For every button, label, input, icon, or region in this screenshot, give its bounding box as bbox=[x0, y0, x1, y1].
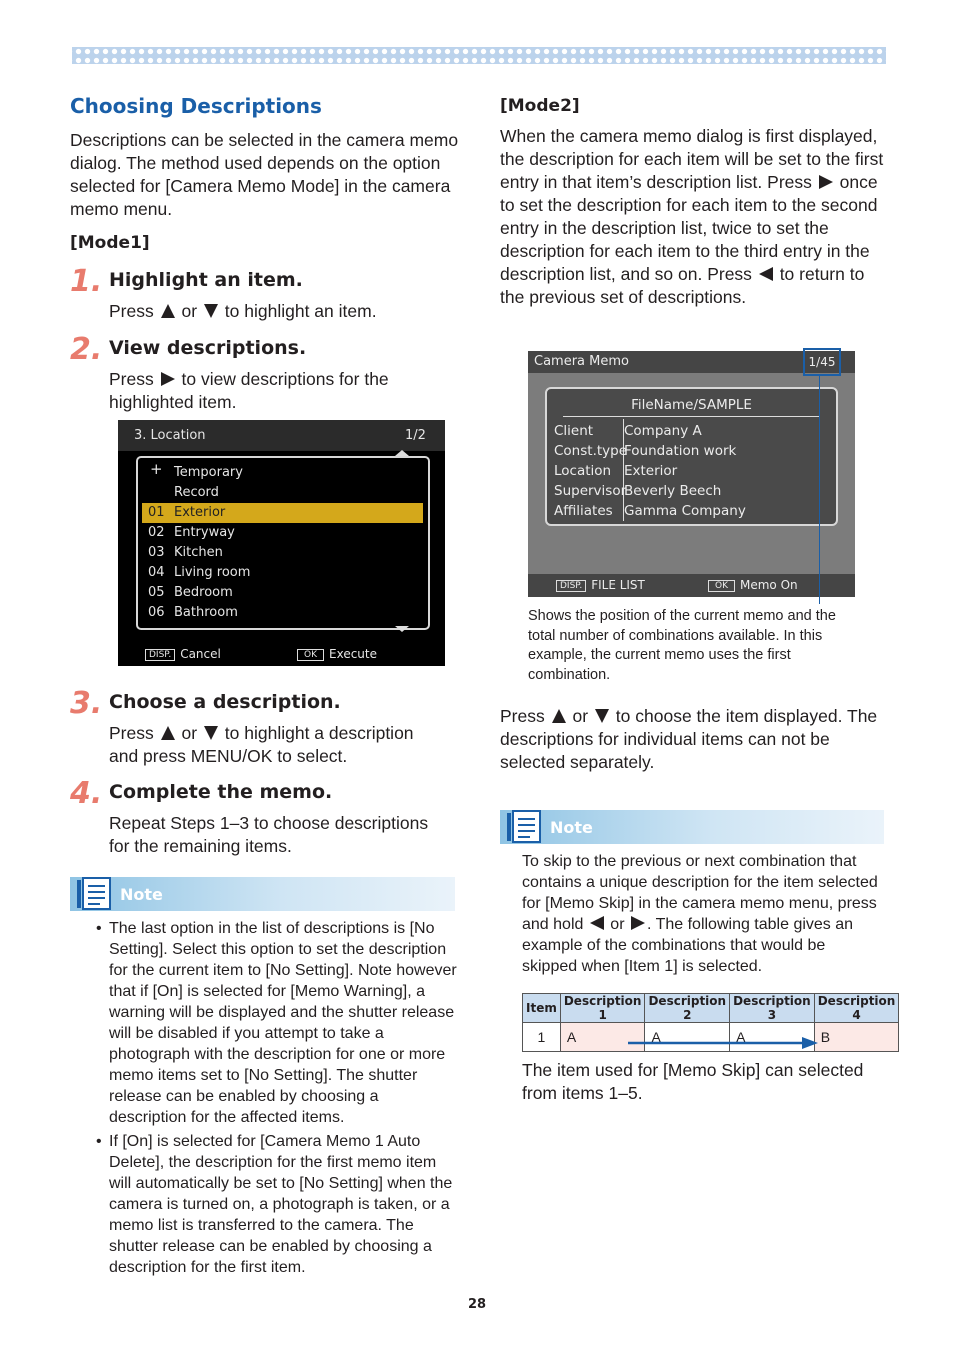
press-paragraph: Press or to choose the item displayed. The descriptions for individual items can not be selected separately. bbox=[500, 706, 878, 772]
step-4-title: Complete the memo. bbox=[109, 781, 333, 803]
list-item-selected[interactable]: 01 Exterior bbox=[142, 503, 423, 523]
down-arrow-icon bbox=[595, 709, 609, 723]
step-4-body: Repeat Steps 1–3 to choose descriptions for the remaining items. bbox=[109, 813, 429, 856]
screen-title: Camera Memo bbox=[534, 354, 629, 369]
step-3-press: Press bbox=[109, 723, 154, 743]
step-2-press: Press bbox=[109, 369, 154, 389]
field-keys: Client Const.type Location Supervisor Affiliates bbox=[554, 423, 628, 519]
list-item[interactable]: 04 Living room bbox=[148, 565, 251, 580]
file-name: FileName/SAMPLE bbox=[631, 397, 752, 413]
add-icon: + bbox=[150, 460, 163, 478]
step-3-title: Choose a description. bbox=[109, 691, 341, 713]
up-arrow-icon bbox=[161, 304, 175, 318]
table-header-row bbox=[523, 994, 899, 1023]
skip-arrow-icon bbox=[626, 1036, 820, 1050]
note-label: Note bbox=[120, 885, 163, 904]
table-header: Description 2 bbox=[645, 994, 730, 1023]
execute-hint: OK Execute bbox=[297, 642, 377, 666]
table-cell: A bbox=[645, 1023, 730, 1052]
scroll-down-icon[interactable] bbox=[395, 626, 409, 632]
mode1-heading: [Mode1] bbox=[70, 233, 150, 253]
list-item[interactable]: 03 Kitchen bbox=[148, 545, 223, 560]
note-bullet: • The last option in the list of descriptions is [No Setting]. Select this option to set the description for the current item to [No Setting]. Note however that if [On] is selected for [Memo Warning], a warning will be displayed and the shutter release will be disabled if you attempt to take a photograph with the description for one or more memo items set to [No Setting]. The shutter release can be enabled by choosing a description for the affected items. bbox=[96, 920, 457, 1126]
ok-key-icon: OK bbox=[708, 580, 735, 592]
list-item[interactable]: Record bbox=[174, 485, 219, 500]
step-3-body bbox=[109, 722, 444, 768]
file-list-hint: DISP. FILE LIST bbox=[556, 574, 645, 597]
step-1-press: Press bbox=[109, 301, 154, 321]
disp-key-icon: DISP. bbox=[145, 649, 175, 661]
step-2-title: View descriptions. bbox=[109, 337, 307, 359]
down-arrow-icon bbox=[204, 304, 218, 318]
left-arrow-icon bbox=[590, 916, 604, 930]
table-header: Description 1 bbox=[560, 994, 645, 1023]
section-title: Choosing Descriptions bbox=[70, 94, 322, 118]
callout-line bbox=[819, 376, 820, 604]
step-3-or: or bbox=[181, 723, 198, 743]
step-1-title: Highlight an item. bbox=[109, 269, 303, 291]
up-arrow-icon bbox=[161, 726, 175, 740]
table-cell: B bbox=[814, 1023, 899, 1052]
mode2-paragraph: When the camera memo dialog is first displayed, the description for each item will be set to the first entry in that item’s description list. Press once to set the description for each item to the second entry in the description list, twice to set the description for each item to the third entry in the description list, and so on. Press to return to the previous set of descriptions. bbox=[500, 126, 884, 307]
memo-panel bbox=[545, 387, 838, 526]
table-header: Item bbox=[523, 994, 561, 1023]
right-arrow-icon bbox=[819, 175, 833, 189]
up-arrow-icon bbox=[552, 709, 566, 723]
step-1-post: to highlight an item. bbox=[224, 301, 377, 321]
note-banner-left bbox=[70, 877, 455, 911]
screen-header bbox=[118, 420, 445, 451]
memo-counter: 1/45 bbox=[803, 348, 841, 376]
screen-footer bbox=[528, 574, 855, 597]
top-decorative-bar bbox=[72, 47, 886, 64]
table-cell: 1 bbox=[523, 1023, 561, 1052]
note-bullet: • If [On] is selected for [Camera Memo 1 Auto Delete], the description for the first memo item will automatically be set to [No Setting] when the camera is turned on, a photograph is taken, or a memo list is transferred to the camera. The shutter release can be enabled by choosing a description for the first item. bbox=[96, 1133, 453, 1276]
step-1-body bbox=[109, 300, 459, 323]
screen-page: 1/2 bbox=[405, 428, 426, 443]
note-banner-right bbox=[500, 810, 884, 844]
list-item[interactable]: Temporary bbox=[174, 465, 243, 480]
right-arrow-icon bbox=[631, 916, 645, 930]
left-arrow-icon bbox=[759, 267, 773, 281]
step-1-or: or bbox=[181, 301, 198, 321]
table-header: Description 3 bbox=[730, 994, 815, 1023]
screen-footer bbox=[118, 642, 445, 666]
bullet-icon: • bbox=[96, 920, 102, 937]
cancel-hint: DISP. Cancel bbox=[145, 642, 221, 666]
table-note: The item used for [Memo Skip] can selected from items 1–5. bbox=[522, 1060, 864, 1103]
screen-caption: Shows the position of the current memo and the total number of combinations available. In this example, the current memo uses the first combination. bbox=[528, 608, 836, 683]
list-item[interactable]: 06 Bathroom bbox=[148, 605, 238, 620]
step-4-number: 4. bbox=[70, 776, 103, 811]
note-bullet-list-left bbox=[96, 918, 458, 1278]
field-values: Company A Foundation work Exterior Beverly Beech Gamma Company bbox=[624, 423, 746, 519]
disp-key-icon: DISP. bbox=[556, 580, 586, 592]
note-icon bbox=[76, 874, 112, 912]
note-text-right: To skip to the previous or next combination that contains a unique description for the item selected for [Memo Skip] in the camera memo menu, press and hold or . The following table gives an example of the combinations that would be skipped when [Item 1] is selected. bbox=[522, 853, 878, 975]
location-description-screen bbox=[118, 420, 445, 666]
divider bbox=[563, 416, 819, 417]
table-cell: A bbox=[730, 1023, 815, 1052]
scroll-up-icon[interactable] bbox=[395, 450, 409, 456]
memo-on-hint: OK Memo On bbox=[708, 574, 798, 597]
down-arrow-icon bbox=[204, 726, 218, 740]
page-number: 28 bbox=[467, 1297, 487, 1312]
step-2-post: to view descriptions for the highlighted item. bbox=[109, 369, 389, 412]
table-cell: A bbox=[560, 1023, 645, 1052]
screen-title: 3. Location bbox=[134, 428, 206, 443]
step-2-body bbox=[109, 368, 429, 414]
camera-memo-screen bbox=[528, 351, 855, 597]
table-header: Description 4 bbox=[814, 994, 899, 1023]
step-3-number: 3. bbox=[70, 686, 103, 721]
note-icon bbox=[506, 807, 542, 845]
intro-paragraph: Descriptions can be selected in the camera memo dialog. The method used depends on the option selected for [Camera Memo Mode] in the camera memo menu. bbox=[70, 130, 459, 219]
list-item[interactable]: 02 Entryway bbox=[148, 525, 235, 540]
screen-header bbox=[528, 351, 855, 373]
right-arrow-icon bbox=[161, 372, 175, 386]
bullet-icon: • bbox=[96, 1133, 102, 1150]
list-item[interactable]: 05 Bedroom bbox=[148, 585, 233, 600]
step-3-post: to highlight a description and press MENU/OK to select. bbox=[109, 723, 414, 766]
step-2-number: 2. bbox=[70, 332, 103, 367]
ok-key-icon: OK bbox=[297, 649, 324, 661]
description-list bbox=[136, 456, 430, 630]
step-1-number: 1. bbox=[70, 264, 103, 299]
mode2-heading: [Mode2] bbox=[500, 96, 580, 116]
note-label: Note bbox=[550, 818, 593, 837]
